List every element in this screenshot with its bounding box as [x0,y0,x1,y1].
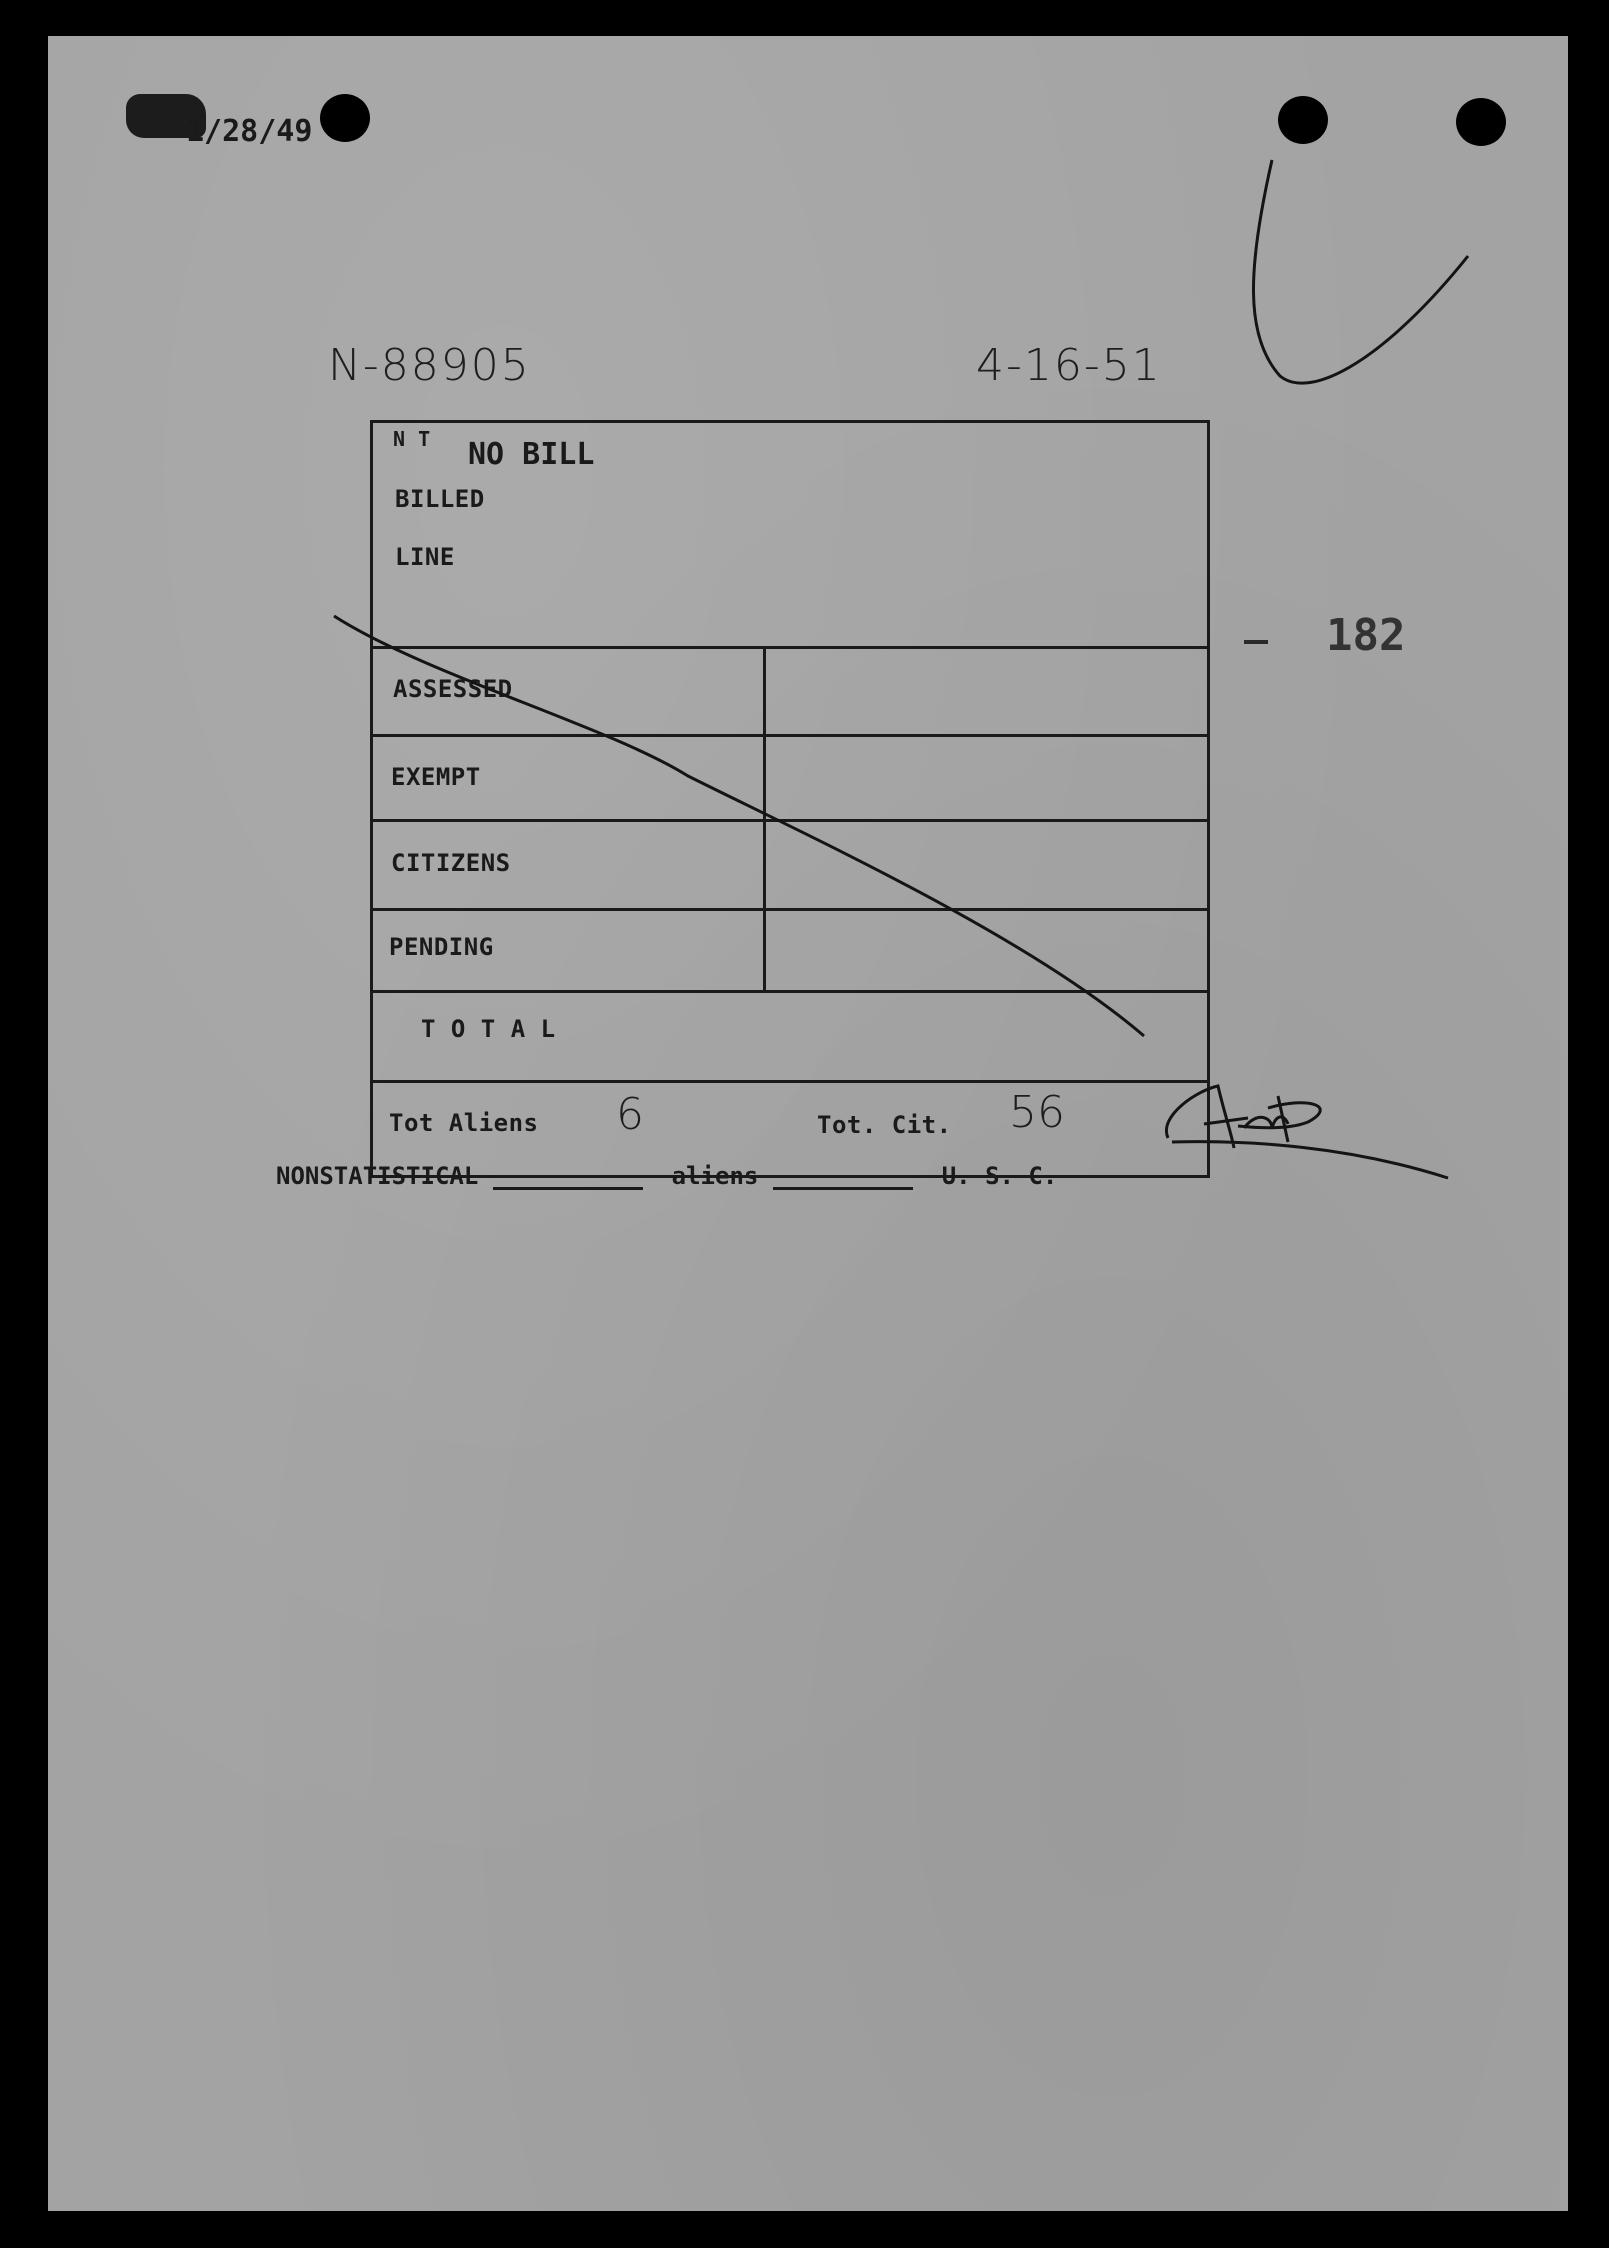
file-number: N-88905 [328,340,531,391]
tot-aliens-label: Tot Aliens [389,1109,539,1137]
nonstatistical-label: NONSTATISTICAL [276,1162,479,1190]
usc-label: U. S. C. [941,1162,1058,1190]
stamp-number: 182 [1326,610,1406,661]
exempt-label: EXEMPT [391,763,481,791]
aliens-label: aliens [671,1162,759,1190]
assessed-label: ASSESSED [393,675,513,703]
line-label: LINE [395,543,455,571]
total-label: T O T A L [421,1015,556,1043]
check-mark [1253,160,1468,383]
citizens-label: CITIZENS [391,849,511,877]
handwritten-marks [48,36,1568,2211]
nt-label: N T [393,427,431,451]
initials-signature [1166,1086,1448,1178]
tot-cit-label: Tot. Cit. [817,1111,952,1139]
date: 4-16-51 [976,340,1162,391]
no-bill-stamp: NO BILL [468,437,595,472]
form-code: 1/28/49 [186,114,313,149]
billed-label: BILLED [395,485,485,513]
tot-cit-value: 56 [1009,1087,1065,1138]
document-page [48,36,1568,2211]
pending-label: PENDING [389,933,494,961]
tot-aliens-value: 6 [616,1089,644,1140]
diagonal-strike-line [334,616,1144,1036]
